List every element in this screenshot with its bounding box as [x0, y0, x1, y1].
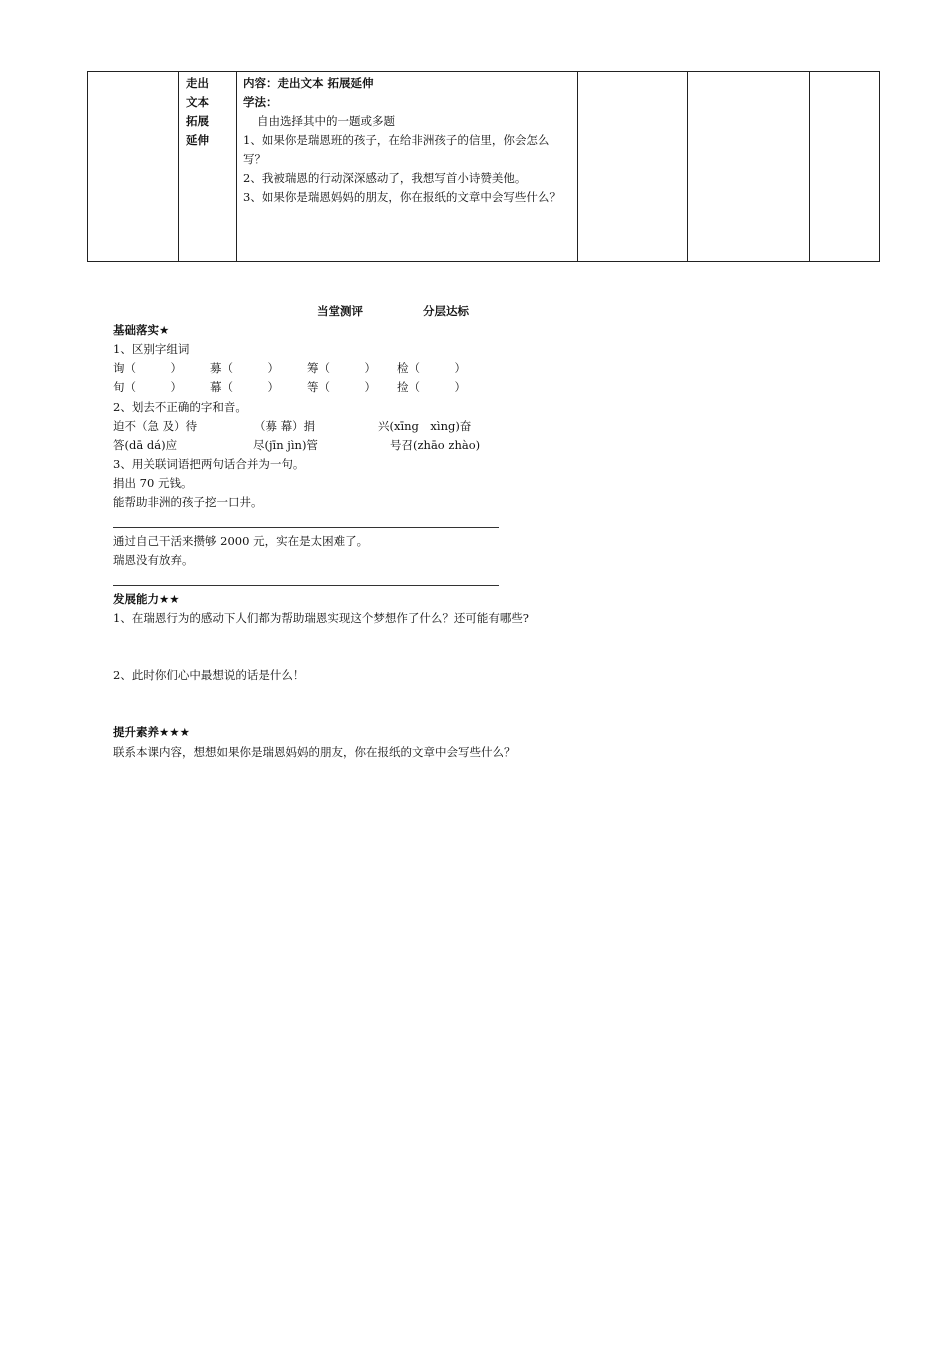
correction-item: 兴(xīng xìng)奋: [378, 419, 472, 433]
char-pair-item: 筹（ ）: [307, 361, 376, 375]
correction-item: 迫不（急 及）待: [113, 419, 198, 433]
basic-heading: 基础落实★: [113, 323, 170, 337]
char-pair-item: 募（ ）: [210, 361, 279, 375]
sentence-text: 通过自己干活来攒够 2000 元，实在是太困难了。: [113, 534, 369, 548]
char-pair-item: 询（ ）: [113, 361, 182, 375]
char-pair-item: 检（ ）: [397, 361, 466, 375]
table-cell-empty: [810, 72, 880, 262]
section-title-right: 分层达标: [423, 304, 469, 318]
table-cell-empty: [578, 72, 688, 262]
enhance-heading: 提升素养★★★: [113, 725, 190, 739]
char-pair-item: 旬（ ）: [113, 380, 182, 394]
method-heading: 学法：: [243, 95, 278, 109]
instruction-text: 自由选择其中的一题或多题: [257, 114, 395, 128]
table-cell-empty: [88, 72, 179, 262]
content-heading: 内容：走出文本 拓展延伸: [243, 76, 374, 90]
basic-q3: 3、用关联词语把两句话合并为一句。: [113, 457, 305, 471]
answer-line: [113, 585, 499, 586]
stage-line: 文本: [186, 95, 209, 109]
content-cell: [237, 72, 578, 262]
lesson-plan-table: [87, 71, 880, 262]
activity-item: 2、我被瑞恩的行动深深感动了，我想写首小诗赞美他。: [243, 171, 527, 185]
correction-item: （募 幕）捐: [254, 419, 316, 433]
table-cell-empty: [688, 72, 810, 262]
section-title-left: 当堂测评: [317, 304, 363, 318]
develop-q1: 1、在瑞恩行为的感动下人们都为帮助瑞恩实现这个梦想作了什么？还可能有哪些?: [113, 611, 529, 625]
sentence-text: 能帮助非洲的孩子挖一口井。: [113, 495, 263, 509]
basic-q1: 1、区别字组词: [113, 342, 190, 356]
char-pair-item: 幕（ ）: [210, 380, 279, 394]
sentence-text: 瑞恩没有放弃。: [113, 553, 194, 567]
develop-heading: 发展能力★★: [113, 592, 180, 606]
activity-item: 1、如果你是瑞恩班的孩子，在给非洲孩子的信里，你会怎么写？: [243, 133, 550, 166]
stage-cell: [179, 72, 237, 262]
char-pair-item: 捡（ ）: [397, 380, 466, 394]
char-pair-item: 等（ ）: [307, 380, 376, 394]
correction-item: 答(dā dá)应: [113, 438, 178, 452]
correction-item: 号召(zhāo zhào): [390, 438, 481, 452]
basic-q2: 2、划去不正确的字和音。: [113, 400, 247, 414]
correction-item: 尽(jīn jìn)管: [253, 438, 318, 452]
stage-line: 延伸: [186, 133, 209, 147]
answer-line: [113, 527, 499, 528]
sentence-text: 捐出 70 元钱。: [113, 476, 193, 490]
develop-q2: 2、此时你们心中最想说的话是什么！: [113, 668, 305, 682]
enhance-q1: 联系本课内容，想想如果你是瑞恩妈妈的朋友，你在报纸的文章中会写些什么？: [113, 745, 516, 759]
stage-line: 拓展: [186, 114, 209, 128]
activity-item: 3、如果你是瑞恩妈妈的朋友，你在报纸的文章中会写些什么？: [243, 190, 561, 204]
stage-line: 走出: [186, 76, 209, 90]
